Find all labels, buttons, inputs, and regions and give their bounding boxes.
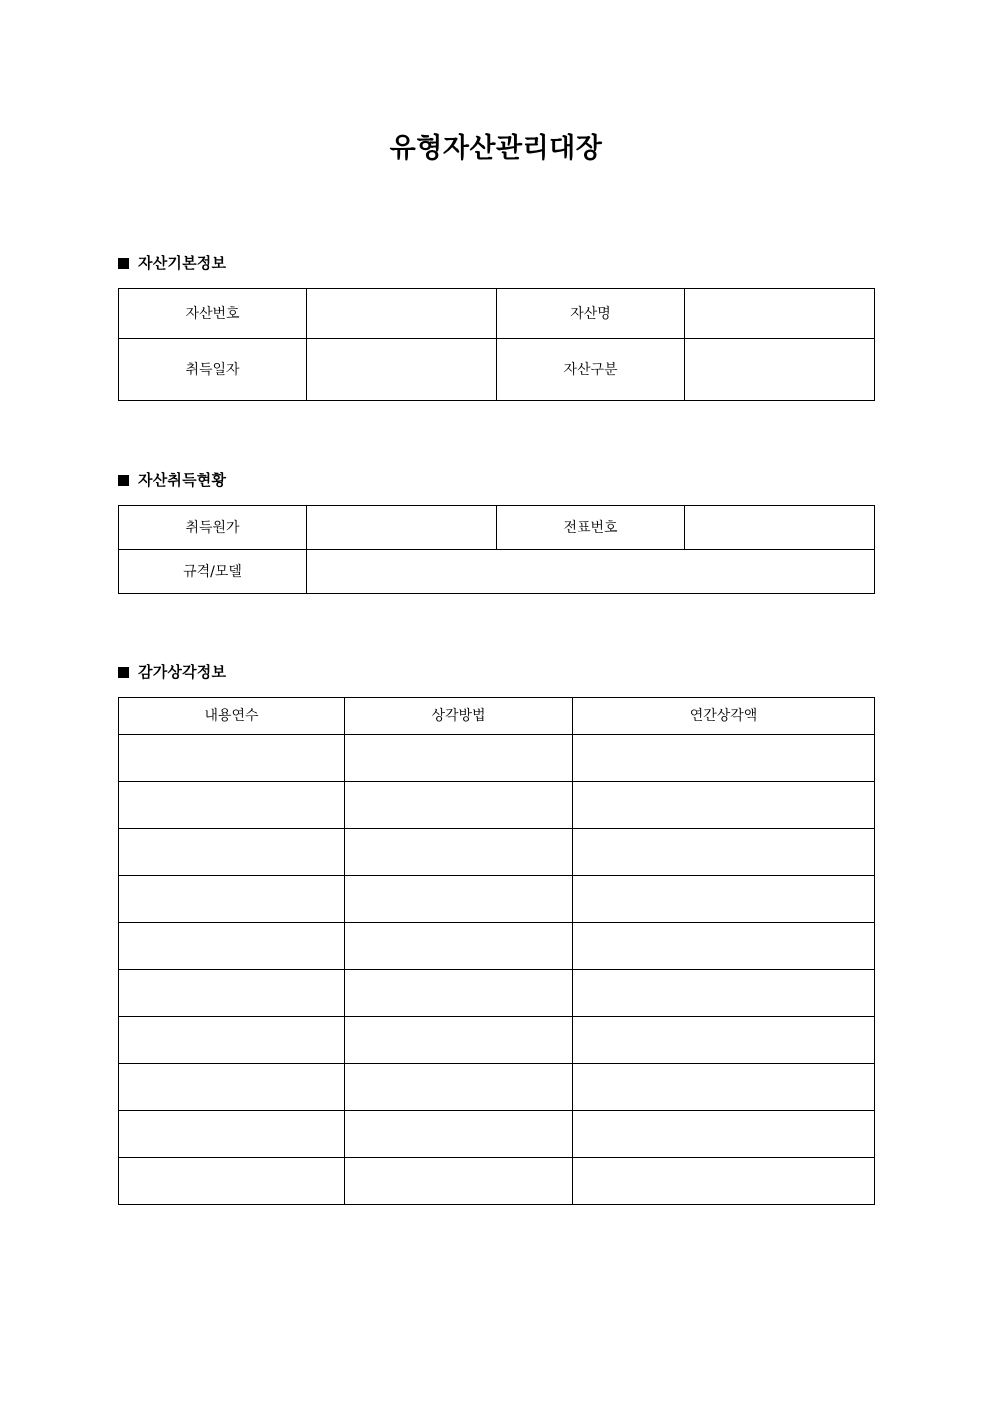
- section-heading-depreciation: [118, 662, 226, 682]
- section-heading-basic-info: [118, 253, 226, 273]
- table-cell[interactable]: [573, 782, 875, 829]
- table-cell[interactable]: [573, 1017, 875, 1064]
- table-cell[interactable]: [573, 1064, 875, 1111]
- table-cell[interactable]: [119, 876, 345, 923]
- field-spec-model[interactable]: [307, 550, 875, 594]
- table-cell[interactable]: [573, 876, 875, 923]
- table-cell[interactable]: [573, 829, 875, 876]
- table-row: [119, 1111, 875, 1158]
- table-acquisition: [118, 505, 875, 594]
- table-cell[interactable]: [573, 1158, 875, 1205]
- label-asset-name: 자산명: [497, 289, 685, 339]
- table-row: [119, 1017, 875, 1064]
- table-cell[interactable]: [119, 970, 345, 1017]
- table-row: [119, 970, 875, 1017]
- table-cell[interactable]: [573, 970, 875, 1017]
- table-cell[interactable]: [345, 1064, 573, 1111]
- table-cell[interactable]: [345, 735, 573, 782]
- table-row: [119, 782, 875, 829]
- label-voucher-number: 전표번호: [497, 506, 685, 550]
- label-asset-number: 자산번호: [119, 289, 307, 339]
- table-cell[interactable]: [345, 923, 573, 970]
- table-cell[interactable]: [119, 782, 345, 829]
- table-row: [119, 550, 875, 594]
- table-cell[interactable]: [119, 829, 345, 876]
- column-header-depreciation-method: 상각방법: [345, 698, 573, 735]
- table-header-row: [119, 698, 875, 735]
- label-acquisition-cost: 취득원가: [119, 506, 307, 550]
- field-asset-category[interactable]: [685, 339, 875, 401]
- table-cell[interactable]: [345, 1017, 573, 1064]
- table-cell[interactable]: [345, 829, 573, 876]
- table-row: [119, 923, 875, 970]
- table-basic-info: [118, 288, 875, 401]
- table-cell[interactable]: [119, 1111, 345, 1158]
- table-cell[interactable]: [345, 1111, 573, 1158]
- section-heading-label: 자산기본정보: [138, 254, 227, 272]
- table-cell[interactable]: [573, 1111, 875, 1158]
- field-asset-number[interactable]: [307, 289, 497, 339]
- field-acquisition-date[interactable]: [307, 339, 497, 401]
- square-bullet-icon: [118, 258, 129, 269]
- column-header-useful-life: 내용연수: [119, 698, 345, 735]
- table-cell[interactable]: [345, 1158, 573, 1205]
- table-cell[interactable]: [119, 1017, 345, 1064]
- field-voucher-number[interactable]: [685, 506, 875, 550]
- square-bullet-icon: [118, 667, 129, 678]
- table-row: [119, 829, 875, 876]
- table-row: [119, 876, 875, 923]
- table-row: [119, 1064, 875, 1111]
- label-spec-model: 규격/모델: [119, 550, 307, 594]
- field-acquisition-cost[interactable]: [307, 506, 497, 550]
- page-title: 유형자산관리대장: [389, 133, 603, 164]
- table-cell[interactable]: [345, 876, 573, 923]
- table-cell[interactable]: [345, 970, 573, 1017]
- label-acquisition-date: 취득일자: [119, 339, 307, 401]
- table-cell[interactable]: [119, 1064, 345, 1111]
- label-asset-category: 자산구분: [497, 339, 685, 401]
- square-bullet-icon: [118, 475, 129, 486]
- section-heading-acquisition: [118, 470, 226, 490]
- field-asset-name[interactable]: [685, 289, 875, 339]
- table-depreciation: [118, 697, 875, 1205]
- table-cell[interactable]: [119, 735, 345, 782]
- section-heading-label: 자산취득현황: [138, 471, 227, 489]
- table-cell[interactable]: [573, 923, 875, 970]
- table-cell[interactable]: [119, 1158, 345, 1205]
- table-cell[interactable]: [573, 735, 875, 782]
- table-row: [119, 1158, 875, 1205]
- column-header-annual-depreciation: 연간상각액: [573, 698, 875, 735]
- table-cell[interactable]: [119, 923, 345, 970]
- table-row: [119, 506, 875, 550]
- table-row: [119, 289, 875, 339]
- table-row: [119, 735, 875, 782]
- table-cell[interactable]: [345, 782, 573, 829]
- table-row: [119, 339, 875, 401]
- section-heading-label: 감가상각정보: [138, 663, 227, 681]
